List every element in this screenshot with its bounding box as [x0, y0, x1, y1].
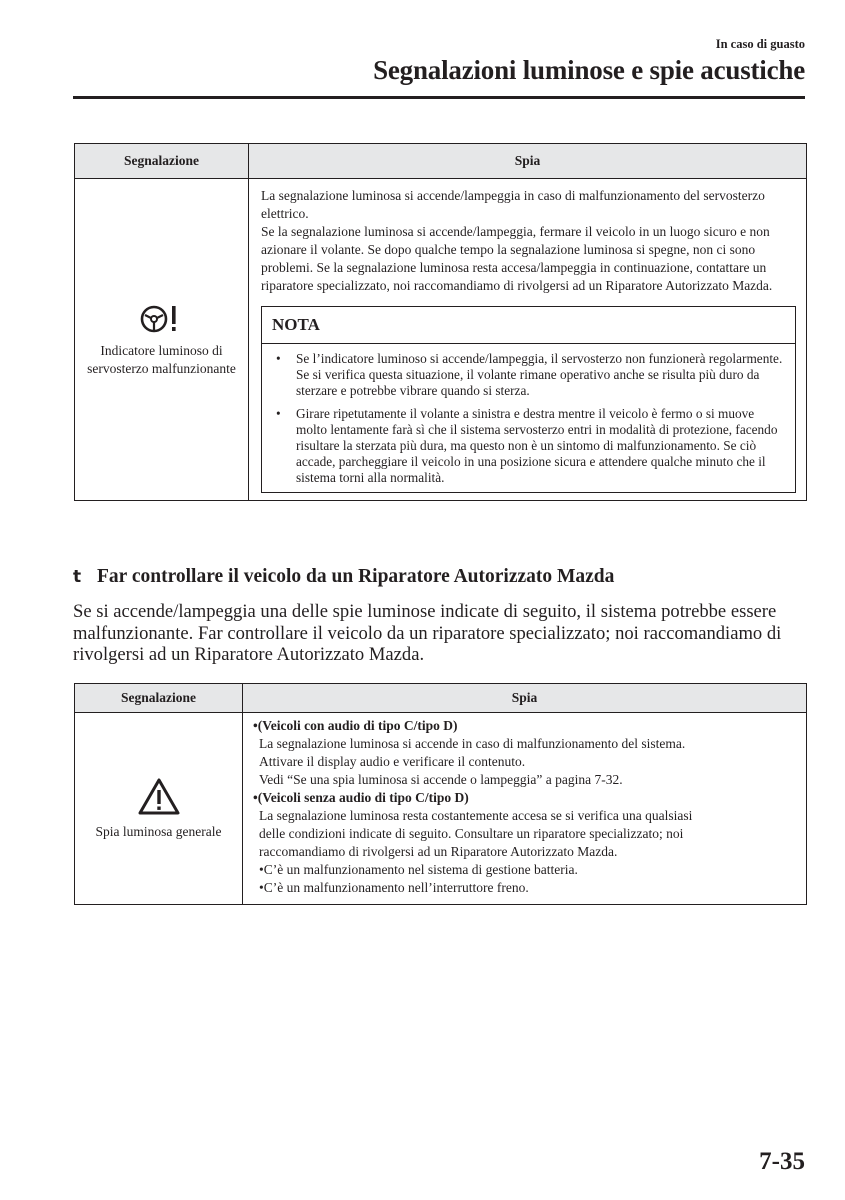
- note-box: [261, 306, 796, 493]
- section-marker: t: [73, 567, 82, 587]
- block-line: La segnalazione luminosa resta costantemente accesa se si verifica una qualsiasi: [259, 808, 693, 823]
- block-heading: •(Veicoli senza audio di tipo C/tipo D): [253, 790, 469, 805]
- indicator-table-power-steering: [74, 143, 807, 501]
- note-item: [274, 406, 783, 486]
- note-item-text: Se l’indicatore luminoso si accende/lampeggia, il servosterzo non funzionerà regolarmente. Se si verifica questa situazione, il volante rimane operativo anche se risulta più duro da sterzare e potrebbe vibrare quando si sterza.: [296, 351, 783, 398]
- note-title: NOTA: [262, 307, 795, 344]
- steering-wheel-warning-icon: [138, 302, 186, 336]
- section-intro: Se si accende/lampeggia una delle spie luminose indicate di seguito, il sistema potrebbe essere malfunzionante. Far controllare il veicolo da un riparatore specializzato; noi raccomandiamo di rivolgersi ad un Riparatore Autorizzato Mazda.: [73, 601, 782, 665]
- block-line: raccomandiamo di rivolgersi ad un Riparatore Autorizzato Mazda.: [259, 844, 618, 859]
- column-header-signal: Segnalazione: [75, 144, 249, 179]
- block-line: delle condizioni indicate di seguito. Consultare un riparatore specializzato; noi: [259, 826, 684, 841]
- section-label: In caso di guasto: [715, 37, 805, 51]
- page-title: Segnalazioni luminose e spie acustiche: [373, 55, 805, 85]
- warning-triangle-icon: [137, 777, 181, 817]
- note-item: [274, 351, 783, 399]
- block-line: La segnalazione luminosa si accende in caso di malfunzionamento del sistema.: [259, 736, 686, 751]
- column-header-signal: Segnalazione: [75, 684, 243, 713]
- section-heading-text: Far controllare il veicolo da un Riparatore Autorizzato Mazda: [97, 566, 615, 587]
- section-heading: [73, 566, 614, 588]
- bullet-item: •C’è un malfunzionamento nel sistema di gestione batteria.: [259, 862, 578, 877]
- description-text: La segnalazione luminosa si accende/lampeggia in caso di malfunzionamento del servosterzo elettrico. Se la segnalazione luminosa si accende/lampeggia, fermare il veicolo in un luogo sicuro e non azionare il volante. Se dopo qualche tempo la segnalazione luminosa si spegne, non ci sono problemi. Se la segnalazione luminosa resta accesa/lampeggia in continuazione, contattare un riparatore specializzato, noi raccomandiamo di rivolgersi ad un Riparatore Autorizzato Mazda.: [261, 188, 773, 293]
- page-number: 7-35: [759, 1148, 805, 1175]
- bullet-item: •C’è un malfunzionamento nell’interruttore freno.: [259, 880, 529, 895]
- bullet: •: [276, 351, 281, 366]
- note-item-text: Girare ripetutamente il volante a sinistra e destra mentre il veicolo è fermo o si muove molto lentamente farà sì che il sistema servosterzo entri in modalità di protezione, facendo risultare la sterzata più dura, ma questo non è un sintomo di malfunzionamento. Se ciò accade, parcheggiare il veicolo in una posizione sicura e attendere qualche minuto che il sistema torni alla normalità.: [296, 406, 778, 485]
- note-list: [262, 344, 795, 492]
- block-line: Vedi “Se una spia luminosa si accende o lampeggia” a pagina 7-32.: [259, 772, 623, 787]
- title-rule: [73, 96, 805, 99]
- block-heading: •(Veicoli con audio di tipo C/tipo D): [253, 718, 458, 733]
- light-description-cell: [243, 713, 807, 905]
- bullet: •: [276, 406, 281, 421]
- signal-cell: [75, 179, 249, 501]
- indicator-table-general: [74, 683, 807, 905]
- signal-cell: [75, 713, 243, 905]
- column-header-light: Spia: [243, 684, 807, 713]
- indicator-label: Spia luminosa generale: [95, 823, 222, 839]
- column-header-light: Spia: [249, 144, 807, 179]
- block-line: Attivare il display audio e verificare il contenuto.: [259, 754, 526, 769]
- light-description-cell: [249, 179, 807, 501]
- indicator-label: Indicatore luminoso di servosterzo malfunzionante: [87, 342, 236, 376]
